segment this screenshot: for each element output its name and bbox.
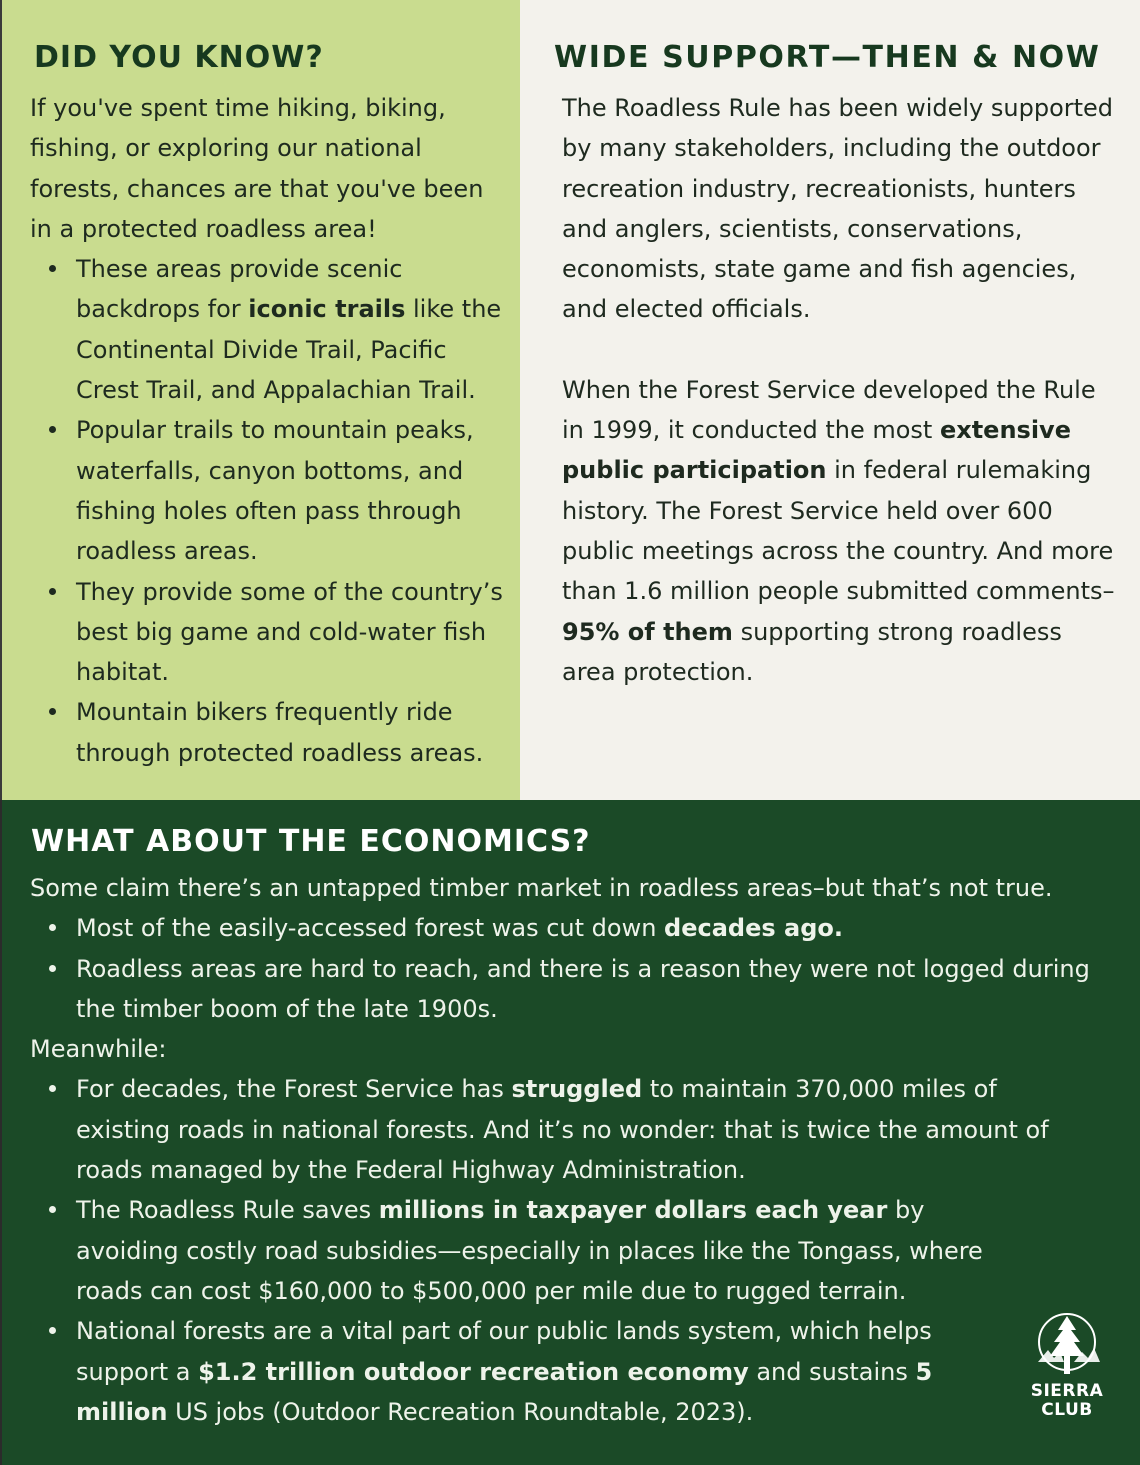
list-item: Popular trails to mountain peaks, waterfalls, canyon bottoms, and fishing holes often pass through roadless areas. [30,410,508,571]
economics-body [30,868,1110,1432]
logo-text: SIERRA CLUB [1030,1381,1104,1420]
economics-panel [0,800,1140,1465]
economics-list-1 [30,908,1110,1029]
economics-list-2 [30,1069,1049,1432]
list-item: Mountain bikers frequently ride through protected roadless areas. [30,692,508,773]
list-item: National forests are a vital part of our public lands system, which helps support a $1.2 trillion outdoor recreation economy and sustains 5 million US jobs (Outdoor Recreation Roundtable, 2023). [30,1311,976,1432]
did-you-know-heading: DID YOU KNOW? [34,40,324,75]
list-item: They provide some of the country’s best big game and cold-water fish habitat. [30,572,508,693]
economics-meanwhile: Meanwhile: [30,1035,167,1064]
economics-heading: WHAT ABOUT THE ECONOMICS? [31,824,591,859]
sierra-club-logo [1024,1312,1110,1424]
wide-support-para2: When the Forest Service developed the Rule in 1999, it conducted the most extensive public participation in federal rulemaking history. The Forest Service held over 600 public meetings across the country. And more than 1.6 million people submitted comments– 95% of them supporting strong roadless area protection. [562,375,1115,686]
wide-support-para1: The Roadless Rule has been widely supported by many stakeholders, including the outdoor recreation industry, recreationists, hunters and anglers, scientists, conservations, economists, state game and fish agencies, and elected officials. [562,94,1114,324]
list-item: Roadless areas are hard to reach, and there is a reason they were not logged during the timber boom of the late 1900s. [30,949,1110,1030]
wide-support-heading: WIDE SUPPORT—THEN & NOW [554,40,1101,75]
list-item: These areas provide scenic backdrops for iconic trails like the Continental Divide Trail, Pacific Crest Trail, and Appalachian Trail. [30,249,508,410]
list-item: Most of the easily-accessed forest was cut down decades ago. [30,908,1110,948]
wide-support-panel [520,0,1140,800]
wide-support-body [562,88,1122,692]
did-you-know-body [30,88,508,773]
list-item: The Roadless Rule saves millions in taxpayer dollars each year by avoiding costly road subsidies—especially in places like the Tongass, where roads can cost $160,000 to $500,000 per mile due to rugged terrain. [30,1190,1030,1311]
did-you-know-panel [0,0,520,800]
tree-icon [1024,1312,1110,1382]
list-item: For decades, the Forest Service has struggled to maintain 370,000 miles of existing roads in national forests. And it’s no wonder: that is twice the amount of roads managed by the Federal Highway Administration. [30,1069,1096,1190]
economics-intro: Some claim there’s an untapped timber market in roadless areas–but that’s not true. [30,874,1053,902]
did-you-know-intro: If you've spent time hiking, biking, fishing, or exploring our national forests, chances are that you've been in a protected roadless area! [30,94,484,243]
did-you-know-list [30,249,508,773]
